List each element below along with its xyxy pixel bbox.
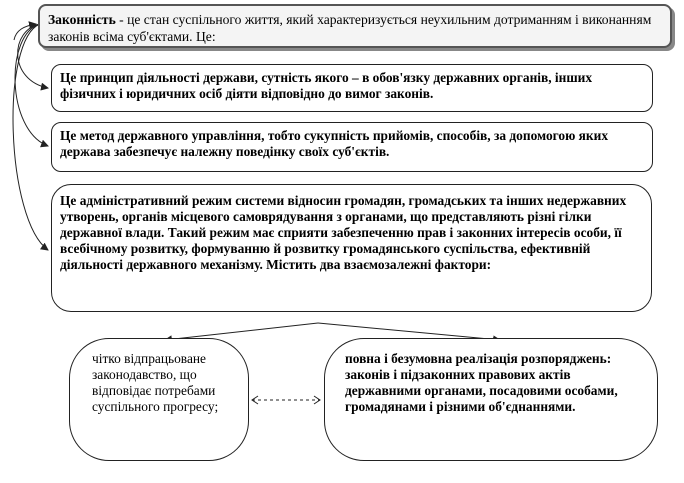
term: Законність — [48, 12, 116, 27]
factor-text: повна і безумовна реалізація розпоряджень: законів і підзаконних правових актів державними органами, посадовими особами, громадянами і різними об'єднаннями. — [345, 351, 618, 414]
item-text: Це принцип діяльності держави, сутність якого – в обов'язку державних органів, інших фізичних і юридичних осіб діяти відповідно до вимог законів. — [60, 70, 593, 101]
factor-implementation — [324, 338, 658, 461]
item-principle — [51, 64, 653, 112]
factor-text: чітко відпрацьоване законодавство, що відповідає потребами суспільного прогресу; — [92, 351, 219, 414]
definition-header — [38, 4, 672, 48]
factor-legislation — [69, 338, 249, 461]
item-regime — [51, 184, 652, 312]
item-text: Це адміністративний режим системи відносин громадян, громадських та інших недержавних утворень, органів місцевого самоврядування з органами, що представляють різні гілки державної влади. Такий режим має сприяти забезпеченню прав і законних інтересів особи, її всебічному розвитку, формуванню й розвитку громадянського суспільства, ефективній діяльності державного механізму. — [60, 193, 627, 272]
definition-text: - це стан суспільного життя, який характеризується неухильним дотриманням і виконанням законів всіма суб'єктами. Це: — [48, 12, 652, 44]
item-text: Це метод державного управління, тобто сукупність прийомів, способів, за допомогою яких держава забезпечує належну поведінку своїх суб'єктів. — [60, 128, 609, 159]
item-emphasis: Містить два взаємозалежні фактори: — [266, 257, 492, 272]
item-method — [51, 122, 653, 172]
